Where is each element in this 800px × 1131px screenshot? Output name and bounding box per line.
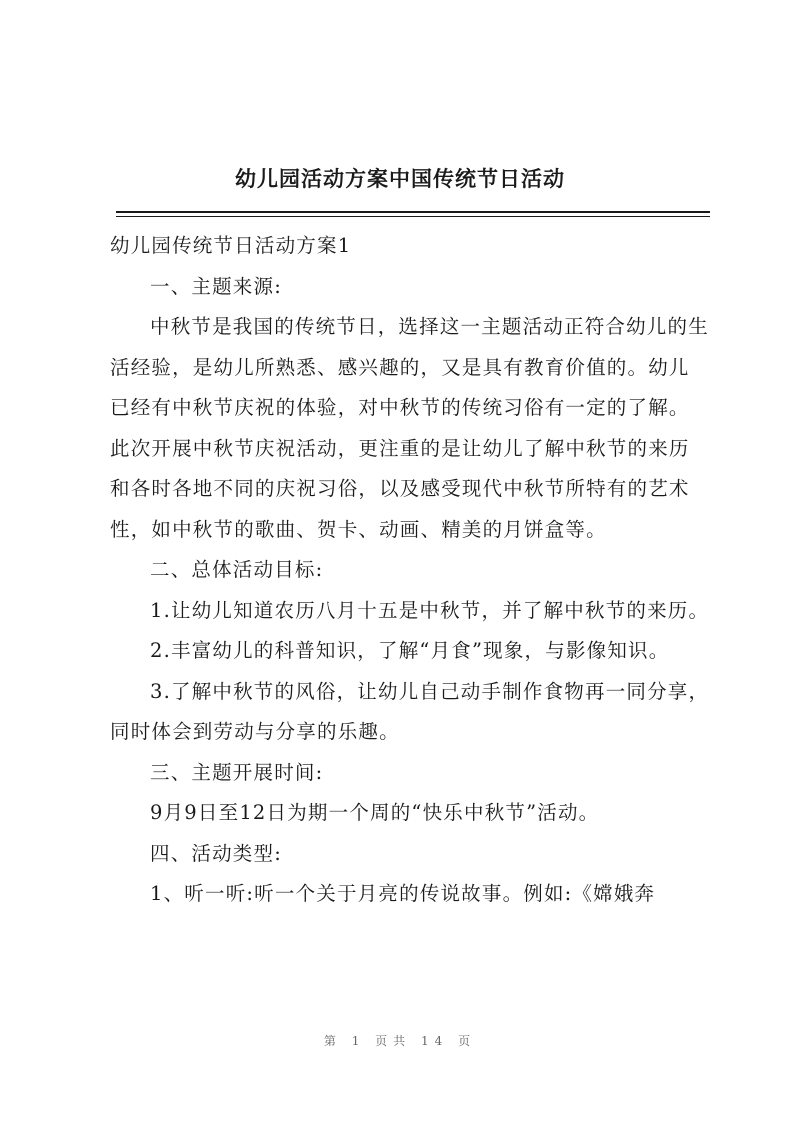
paragraph-schedule: 9月9日至12日为期一个周的“快乐中秋节”活动。 (150, 801, 600, 824)
section-heading: 幼儿园传统节日活动方案1 (110, 234, 352, 257)
document-body (110, 226, 710, 915)
goal-item-2: 2.丰富幼儿的科普知识，了解“月食”现象，与影像知识。 (150, 639, 670, 662)
page-number-footer: 第 1 页共 14 页 (323, 1034, 477, 1048)
heading-activity-types: 四、活动类型: (150, 841, 282, 865)
title-divider-thin (116, 216, 710, 217)
goal-item-3: 3.了解中秋节的风俗，让幼儿自己动手制作食物再一同分享，同时体会到劳动与分享的乐趣。 (110, 679, 710, 743)
activity-item-1: 1、听一听:听一个关于月亮的传说故事。例如:《嫦娥奔 (150, 882, 656, 905)
paragraph-topic-source: 中秋节是我国的传统节日，选择这一主题活动正符合幼儿的生活经验，是幼儿所熟悉、感兴趣的，又是具有教育价值的。幼儿已经有中秋节庆祝的体验，对中秋节的传统习俗有一定的了解。此次开展中秋节庆祝活动，更注重的是让幼儿了解中秋节的来历和各时各地不同的庆祝习俗，以及感受现代中秋节所特有的艺术性，如中秋节的歌曲、贺卡、动画、精美的月饼盒等。 (110, 315, 709, 541)
title-divider-thick (116, 211, 710, 213)
heading-goals: 二、总体活动目标: (150, 558, 324, 581)
goal-item-1: 1.让幼儿知道农历八月十五是中秋节，并了解中秋节的来历。 (150, 598, 710, 622)
document-title: 幼儿园活动方案中国传统节日活动 (235, 167, 565, 191)
heading-topic-source: 一、主题来源: (150, 274, 282, 298)
heading-schedule: 三、主题开展时间: (150, 760, 324, 784)
